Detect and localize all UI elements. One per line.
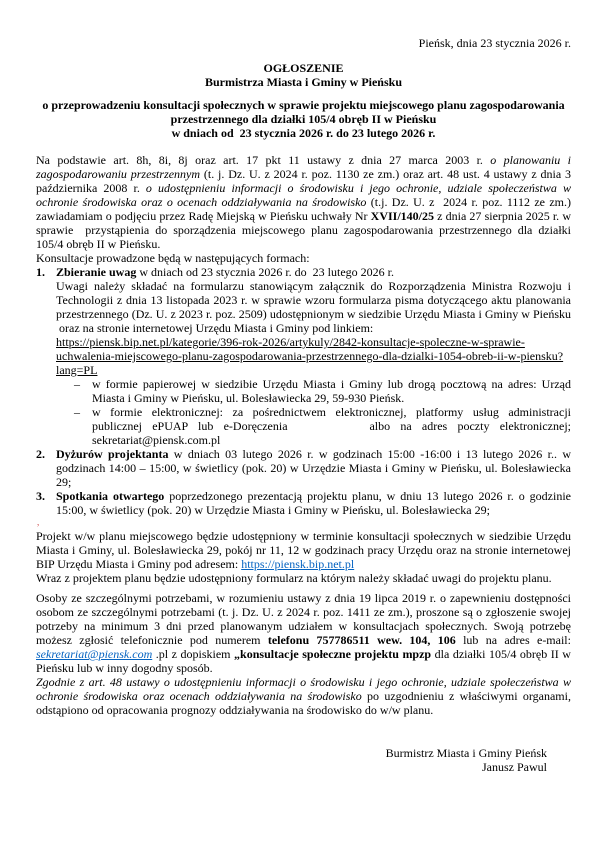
environment-act-title: o udostępnieniu informacji o środowisku i jego ochronie, udziale społeczeństwa w ochronie środowiska oraz o ocenach oddziaływania na środowisko bbox=[36, 181, 571, 209]
phone-number: telefonu 757786511 wew. 104, 106 bbox=[267, 633, 456, 647]
bullet-electronic-form bbox=[56, 405, 571, 447]
list-item-lead bbox=[56, 489, 571, 517]
signature-block bbox=[36, 746, 571, 774]
text-segment: Osoby ze szczególnymi potrzebami, w rozumieniu ustawy z dnia 19 lipca 2019 r. o zapewnieniu dostępności osobom ze szczególnymi potrzebami (t. j. Dz. U. z 2024 r. poz. 1411 ze zm.), proszone są o zgłoszenie swojej potrzeby na minimum 3 dni przed planowanym udziałem w konsultacjach społecznych. Swoją potrzebę możesz zgłosić telefonicznie pod numerem bbox=[36, 591, 571, 647]
text-segment: (t. j. Dz. U. z 2024 r. poz. 1130 ze zm.) oraz art. 48 ust. 4 ustawy z dnia 3 października 2008 r. bbox=[36, 167, 571, 195]
place-date-line: Pieńsk, dnia 23 stycznia 2026 r. bbox=[418, 36, 571, 50]
legal-basis-paragraph bbox=[36, 153, 571, 251]
consultation-period-line: w dniach od 23 stycznia 2026 r. do 23 lutego 2026 r. bbox=[171, 126, 436, 140]
list-item-lead-bold: Spotkania otwartego bbox=[56, 489, 165, 503]
bullet-paper-form bbox=[56, 377, 571, 405]
text-segment: Projekt w/w planu miejscowego będzie udostępniony w terminie konsultacji społecznych w siedzibie Urzędu Miasta i Gminy, ul. Bolesławiecka 29, pokój nr 11, 12 w godzinach pracy Urzędu oraz na stronie internetowej BIP Urzędu Miasta i Gminy pod adresem: bbox=[36, 529, 571, 571]
url-block bbox=[56, 335, 571, 377]
bullet-text: w formie papierowej w siedzibie Urzędu Miasta i Gminy lub drogą pocztową na adres: Urząd Miasta i Gminy w Pieńsku, ul. Bolesławiecka 29, 59-930 Pieńsk. bbox=[92, 377, 571, 405]
remarks-form-paragraph: Uwagi należy składać na formularzu stanowiącym załącznik do Rozporządzenia Ministra Rozwoju i Technologii z dnia 13 listopada 2023 r. w sprawie wzoru formularza pisma dotyczącego aktu planowania przestrzennego (Dz. U. z 2023 r. poz. 2509) udostępnionym w siedzibie Urzędu Miasta i Gminy w Pieńsku oraz na stronie internetowej Urzędu Miasta i Gminy pod linkiem: bbox=[56, 279, 571, 335]
bip-article-link[interactable]: https://piensk.bip.net.pl/kategorie/396-rok-2026/artykuly/2842-konsultacje-spoleczne-w-sprawie-uchwalenia-miejscowego-planu-zagospodarowania-przestrzennego-dla-dzialki-1054-obreb-ii-w-piensku?lang=PL bbox=[56, 335, 564, 377]
list-item-body bbox=[56, 447, 571, 489]
environment-act-reference: Zgodnie z art. 48 ustawy o udostępnieniu informacji o środowisku i jego ochronie, udziale społeczeństwa w ochronie środowiska oraz ocenach oddziaływania na środowisko bbox=[36, 675, 571, 703]
bullet-text: w formie elektronicznej: za pośrednictwem elektronicznej, platformy usług administracji publicznej ePUAP lub e-Doręczenia albo na adres poczty elektronicznej; sekretariat@piensk.com.pl bbox=[92, 405, 571, 447]
plan-availability-paragraph bbox=[36, 529, 571, 571]
list-item-lead bbox=[56, 265, 571, 279]
text-segment: z dnia 27 sierpnia 2025 r. w sprawie przystąpienia do sporządzenia miejscowego planu zagospodarowania przestrzennego dla działki 105/4 obręb II w Pieńsku. bbox=[36, 209, 571, 251]
text-segment: w dniach 03 lutego 2026 r. w godzinach 15:00 -16:00 i 13 lutego 2026 r.. w godzinach 14:00 – 15:00, w świetlicy (pok. 20) w Urzędzie Miasta i Gminy w Pieńsku, ul. Bolesławiecka 29; bbox=[56, 447, 571, 489]
subject-line: o przeprowadzeniu konsultacji społecznych w sprawie projektu miejscowego planu zagospodarowania przestrzennego dla działki 105/4 obręb II w Pieńsku bbox=[42, 98, 565, 126]
list-number: 3. bbox=[36, 489, 45, 503]
text-segment: (t.j. Dz. U. z 2024 r. poz. 1112 ze zm.) zawiadamiam o podjęciu przez Radę Miejską w Pieńsku uchwały Nr bbox=[36, 195, 571, 223]
list-number: 2. bbox=[36, 447, 45, 461]
secretariat-email-link[interactable]: sekretariat@piensk.com bbox=[36, 647, 153, 661]
environmental-note-paragraph bbox=[36, 675, 571, 717]
list-item-collecting-remarks bbox=[36, 265, 571, 447]
signature-name: Janusz Pawul bbox=[482, 760, 547, 774]
dash-icon: – bbox=[74, 405, 80, 419]
stray-red-mark: , bbox=[37, 517, 40, 527]
list-item-designer-duty bbox=[36, 447, 571, 489]
list-item-body bbox=[56, 489, 571, 517]
text-segment: w dniach od 23 stycznia 2026 r. do 23 lutego 2026 r. bbox=[136, 265, 394, 279]
planning-act-title: o planowaniu i zagospodarowaniu przestrzennym bbox=[36, 153, 571, 181]
dash-icon: – bbox=[74, 377, 80, 391]
list-item-body bbox=[56, 265, 571, 447]
list-item-lead-bold: Zbieranie uwag bbox=[56, 265, 137, 279]
text-segment: poprzedzonego prezentacją projektu planu, w dniu 13 lutego 2026 r. o godzinie 15:00, w świetlicy (pok. 20) w Urzędzie Miasta i Gminy w Pieńsku, ul. Bolesławiecka 29; bbox=[56, 489, 571, 517]
announcement-title: OGŁOSZENIE bbox=[263, 61, 344, 75]
consultation-annotation: „konsultacje społeczne projektu mpzp bbox=[234, 647, 432, 661]
resolution-number: XVII/140/25 bbox=[370, 209, 435, 223]
list-number: 1. bbox=[36, 265, 45, 279]
bip-home-link[interactable]: https://piensk.bip.net.pl bbox=[241, 557, 355, 571]
forms-intro-line: Konsultacje prowadzone będą w następujących formach: bbox=[36, 251, 310, 265]
issuer-line: Burmistrza Miasta i Gminy w Pieńsku bbox=[205, 75, 402, 89]
accessibility-paragraph bbox=[36, 591, 571, 675]
text-segment: lub na adres e-mail: bbox=[455, 633, 571, 647]
form-availability-paragraph: Wraz z projektem planu będzie udostępniony formularz na którym należy składać uwagi do projektu planu. bbox=[36, 571, 552, 585]
text-segment: dla działki 105/4 obręb II w Pieńsku lub w inny dogodny sposób. bbox=[36, 647, 571, 675]
list-item-lead bbox=[56, 447, 571, 489]
signature-title: Burmistrz Miasta i Gminy Pieńsk bbox=[385, 746, 547, 760]
text-segment: po uzgodnieniu z właściwymi organami, odstąpiono od opracowania prognozy oddziaływania na środowisko do w/w planu. bbox=[36, 689, 571, 717]
text-segment: .pl z dopiskiem bbox=[152, 647, 235, 661]
text-segment: Na podstawie art. 8h, 8i, 8j oraz art. 17 pkt 11 ustawy z dnia 27 marca 2003 r. bbox=[36, 153, 491, 167]
list-item-lead-bold: Dyżurów projektanta bbox=[56, 447, 169, 461]
list-item-open-meeting bbox=[36, 489, 571, 517]
